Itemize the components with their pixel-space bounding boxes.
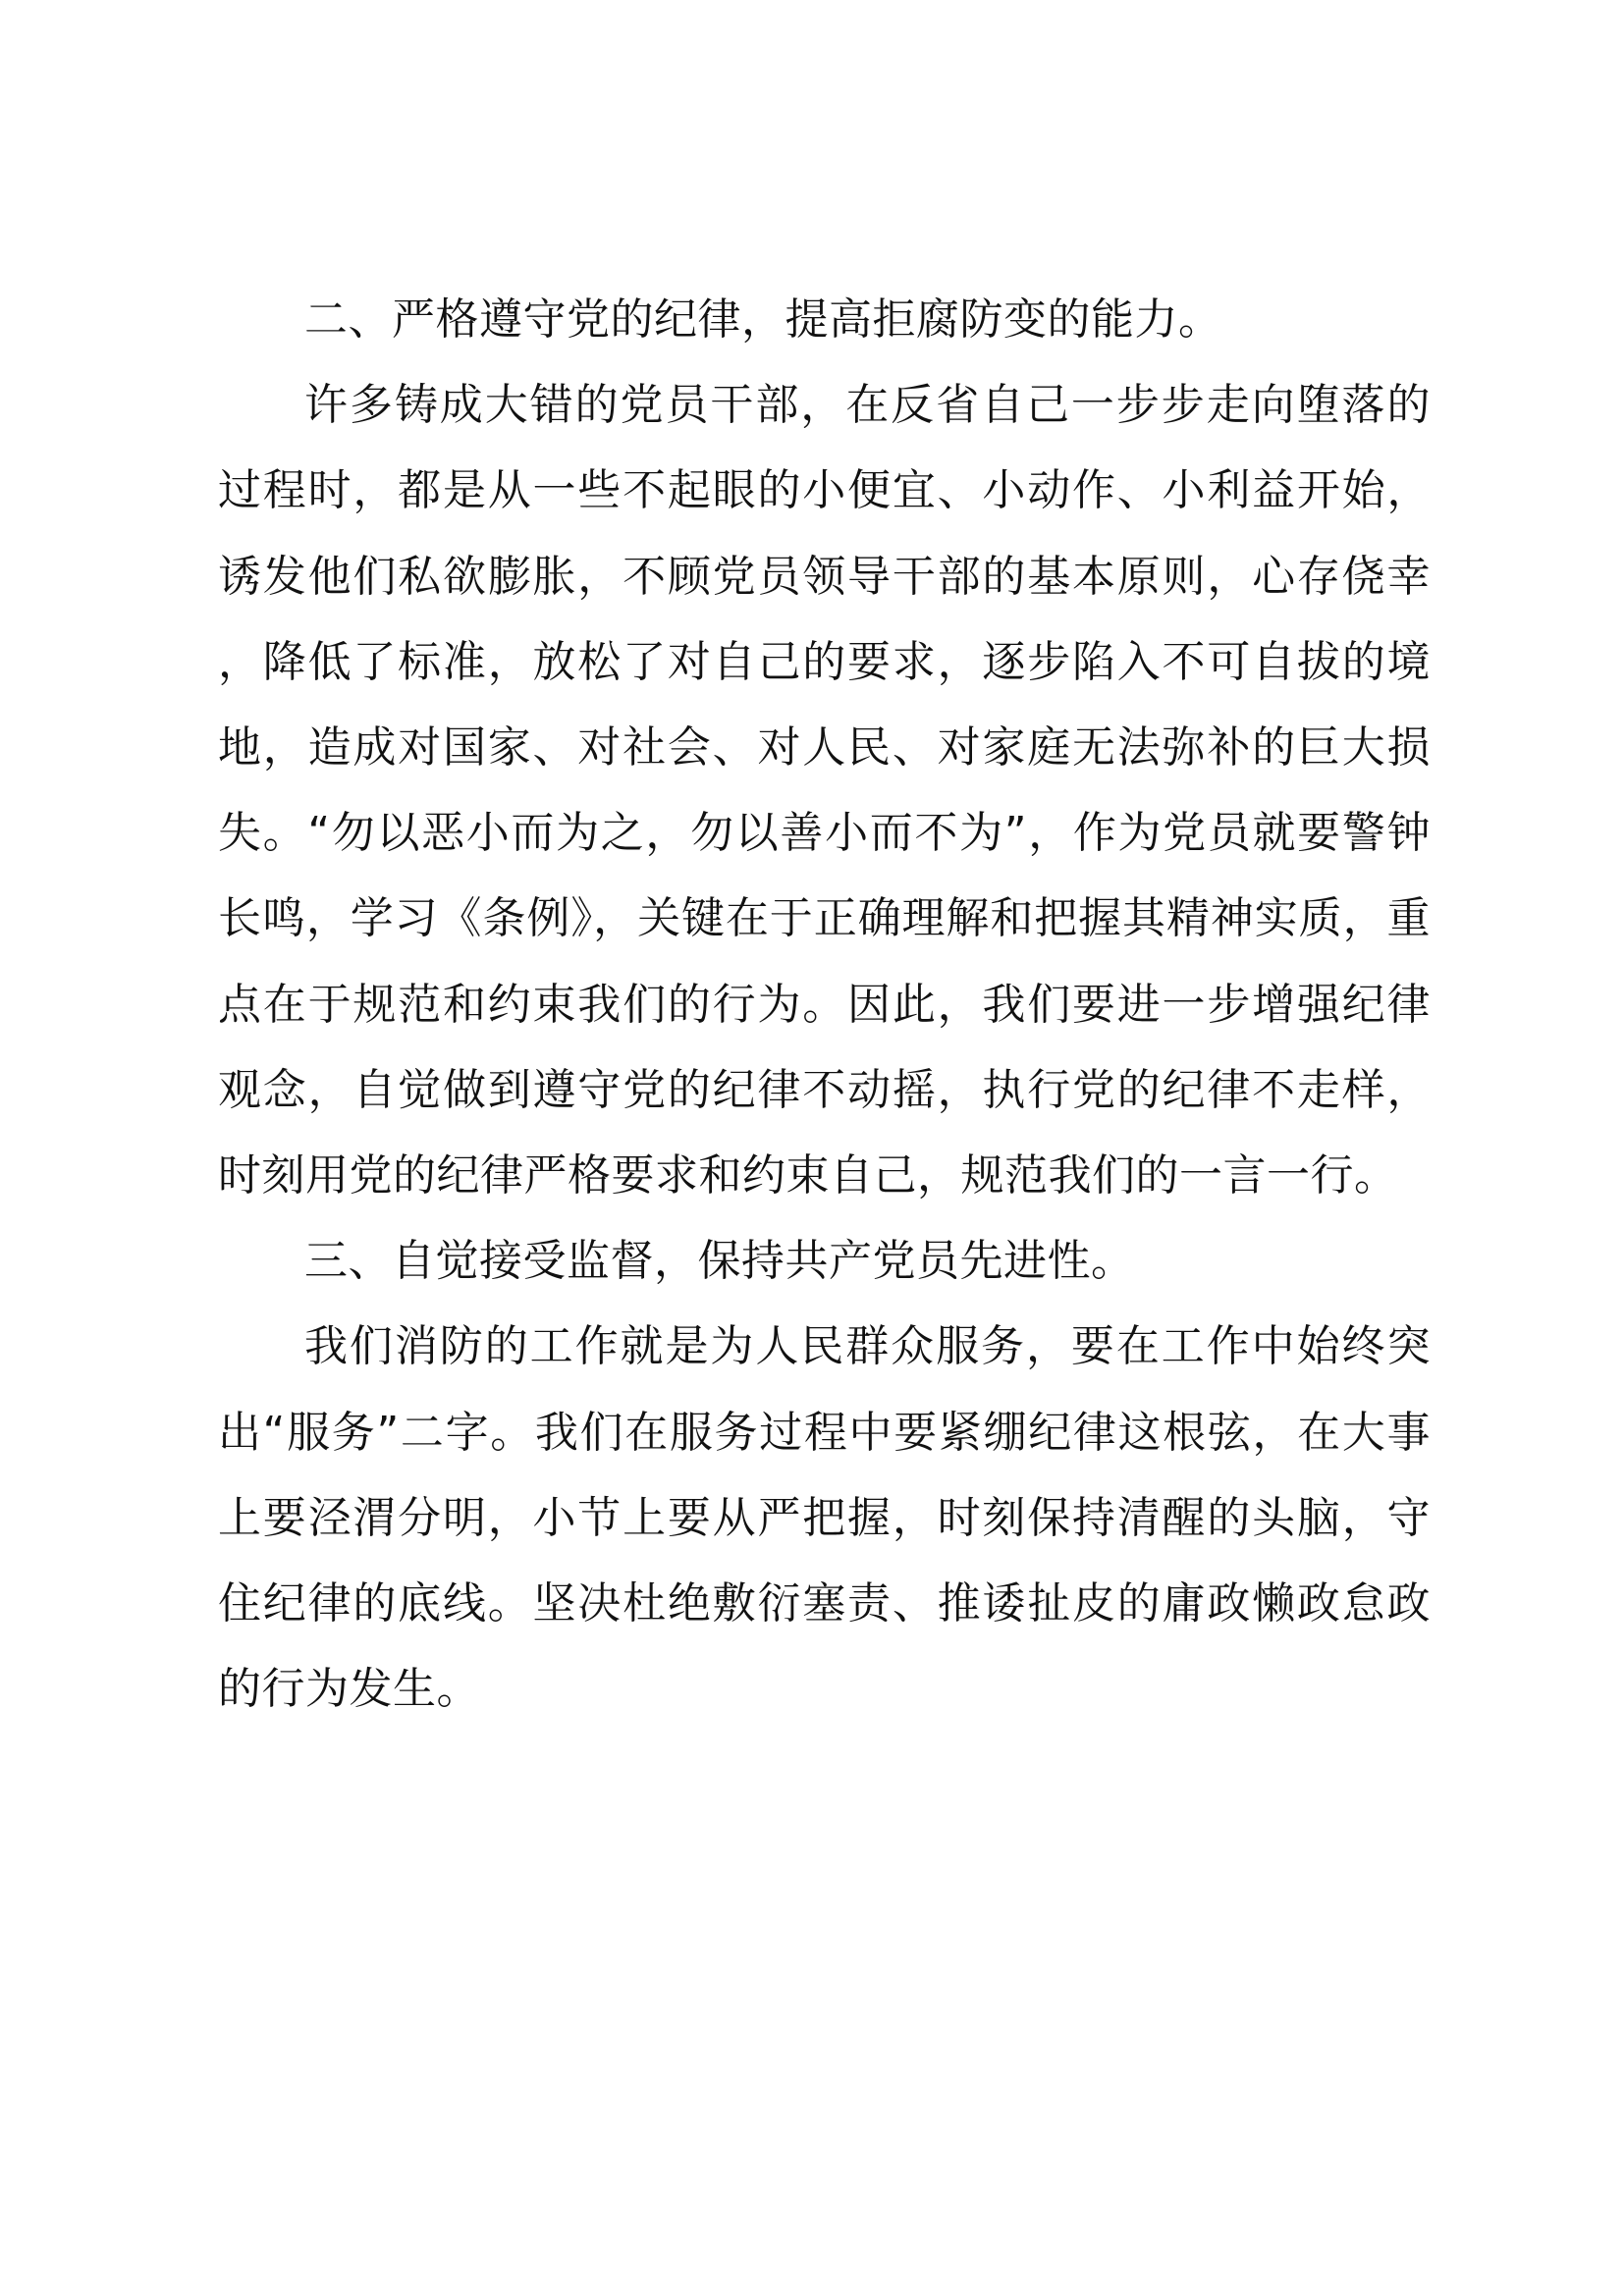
body-paragraph: 许多铸成大错的党员干部，在反省自己一步步走向堕落的过程时，都是从一些不起眼的小便宜、小动作、小利益开始，诱发他们私欲膨胀，不顾党员领导干部的基本原则，心存侥幸，降低了标准，放松了对自己的要求，逐步陷入不可自拔的境地，造成对国家、对社会、对人民、对家庭无法弥补的巨大损失。“勿以恶小而为之，勿以善小而不为”，作为党员就要警钟长鸣，学习《条例》，关键在于正确理解和把握其精神实质，重点在于规范和约束我们的行为。因此，我们要进一步增强纪律观念，自觉做到遵守党的纪律不动摇，执行党的纪律不走样，时刻用党的纪律严格要求和约束自己，规范我们的一言一行。 xyxy=(218,380,1431,1201)
section-heading-three: 三、自觉接受监督，保持共产党员先进性。 xyxy=(304,1236,1135,1287)
body-paragraph: 我们消防的工作就是为人民群众服务，要在工作中始终突出“服务”二字。我们在服务过程中要紧绷纪律这根弦，在大事上要泾渭分明，小节上要从严把握，时刻保持清醒的头脑，守住纪律的底线。坚决杜绝敷衍塞责、推诿扯皮的庸政懒政怠政的行为发生。 xyxy=(218,1321,1431,1715)
section-heading-two: 二、严格遵守党的纪律，提高拒腐防变的能力。 xyxy=(304,294,1222,345)
document-body xyxy=(218,277,1431,1732)
